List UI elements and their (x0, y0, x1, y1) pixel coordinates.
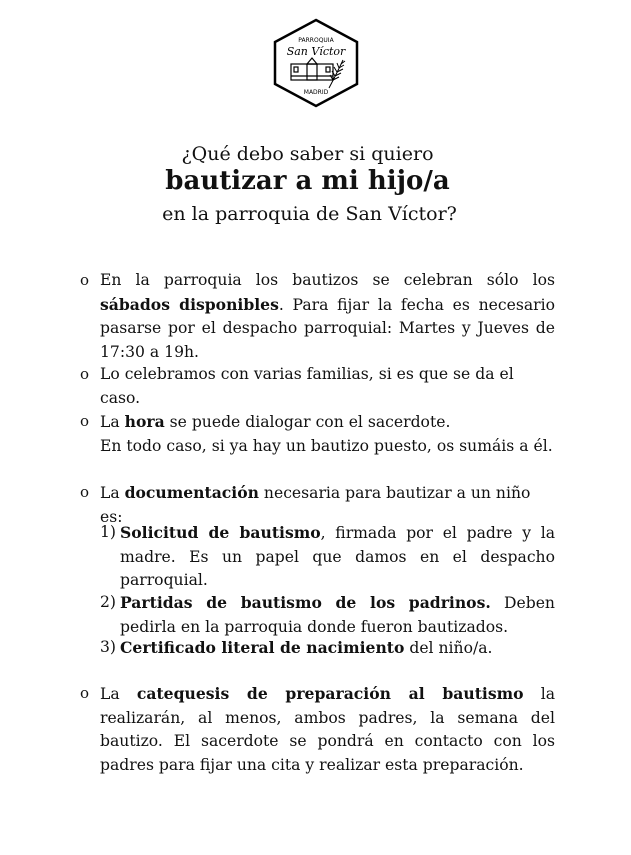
list-item-birth-certificate (120, 636, 555, 661)
text: En todo caso, si ya hay un bautizo puesto, os sumáis a él. (100, 436, 553, 455)
text: Lo celebramos con varias familias, si es que se da el caso. (100, 365, 514, 407)
text: , firmada por el padre y la madre. Es un papel que damos en el despacho parroquial. (120, 524, 555, 589)
list-number: 3) (100, 638, 117, 656)
list-item-godparents (120, 591, 555, 639)
bullet-marker: o (80, 684, 90, 702)
text: La (100, 484, 125, 502)
list-number: 2) (100, 593, 117, 611)
bold-text: Solicitud de bautismo (120, 523, 321, 542)
text: se puede dialogar con el sacerdote. (164, 413, 451, 431)
heading-line-1: ¿Qué debo saber si quiero (181, 143, 434, 165)
bold-text: Partidas de bautismo de los padrinos. (120, 593, 491, 612)
bullet-marker: o (80, 483, 90, 501)
paragraph-catechesis (100, 682, 555, 777)
heading-line-3: en la parroquia de San Víctor? (162, 203, 457, 225)
logo-bottom-text: MADRID (303, 89, 329, 96)
bold-text: documentación (124, 483, 259, 502)
heading-line-2: bautizar a mi hijo/a (165, 166, 450, 196)
paragraph-dates (100, 269, 555, 364)
text: necesaria para bautizar a un niño es: (100, 484, 531, 526)
bullet-marker: o (80, 271, 90, 289)
text: del niño/a. (404, 639, 493, 657)
logo-name: San Víctor (286, 45, 346, 58)
bullet-marker: o (80, 412, 90, 430)
bold-text: Certificado literal de nacimiento (120, 638, 405, 657)
bullet-marker: o (80, 365, 90, 383)
paragraph-families (100, 363, 555, 410)
logo-top-text: PARROQUIA (298, 37, 334, 44)
text: Deben pedirla en la parroquia donde fueron bautizados. (120, 594, 555, 636)
paragraph-time (100, 410, 555, 458)
text: . Para fijar la fecha es necesario pasarse por el despacho parroquial: Martes y Jueves de 17:30 a 19h. (100, 295, 555, 361)
text: La (100, 413, 125, 431)
bold-text: hora (124, 412, 165, 431)
hexagon-logo-icon (271, 18, 361, 108)
bold-text: catequesis de preparación al bautismo (136, 684, 524, 703)
text: La (100, 685, 137, 703)
list-item-baptism-request (120, 521, 555, 593)
bold-text: sábados disponibles (100, 294, 279, 314)
parish-logo (271, 18, 361, 108)
list-number: 1) (100, 523, 117, 541)
text: En la parroquia los bautizos se celebran sólo los (100, 271, 555, 289)
text: la realizarán, al menos, ambos padres, la semana del bautizo. El sacerdote se pondrá en contacto con los padres para fijar una cita y realizar esta preparación. (100, 685, 555, 774)
